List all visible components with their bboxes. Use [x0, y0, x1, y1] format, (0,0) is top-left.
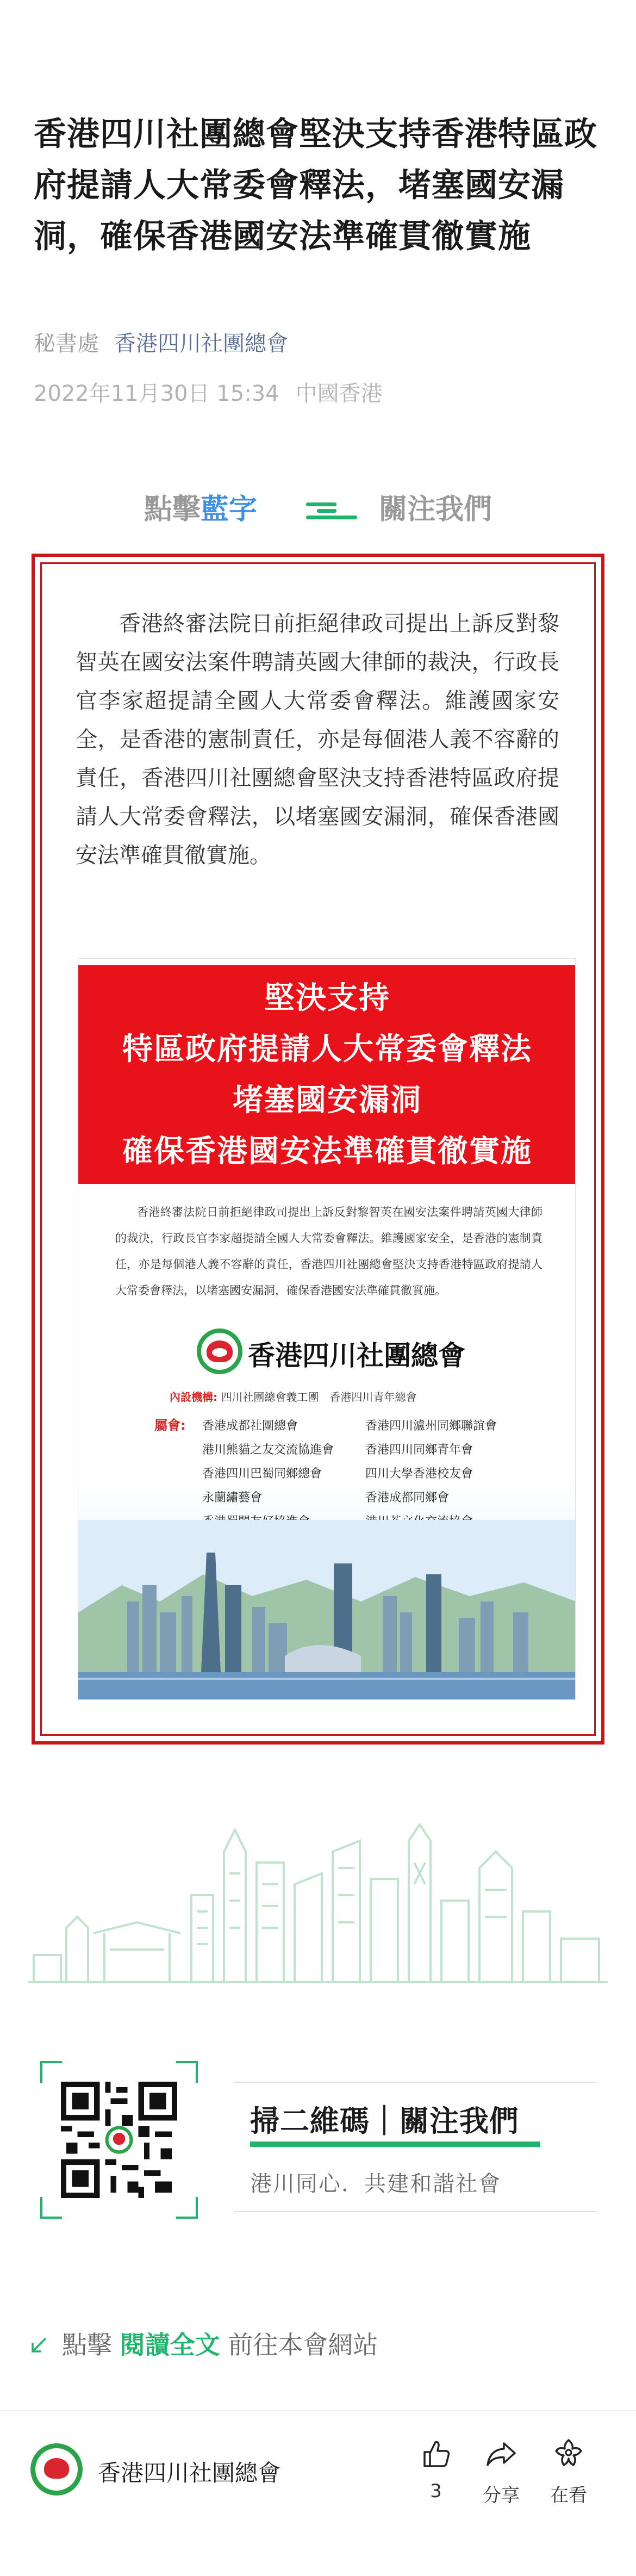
follow-us-text: 關注我們 [379, 493, 492, 526]
share-label: 分享 [483, 2485, 520, 2506]
go-to-website: 前往本會網站 [228, 2330, 378, 2360]
share-icon [484, 2437, 518, 2471]
member-item: 香港四川瀘州同鄉聯誼會 [365, 1419, 497, 1433]
member-item: 永蘭繡藝會 [202, 1491, 263, 1505]
article-frame-inner [40, 562, 596, 1736]
read-more-link[interactable] [29, 2325, 378, 2361]
internal-org [170, 1388, 416, 1404]
article-frame [32, 554, 604, 1745]
follow-banner[interactable] [0, 486, 636, 527]
qr-corner [176, 2197, 198, 2219]
share-button[interactable] [474, 2437, 528, 2507]
member-item: 港川熊貓之友交流協進會 [202, 1443, 334, 1457]
internal-value: 四川社團總會義工團 香港四川青年總會 [221, 1391, 417, 1404]
thumbs-up-icon [419, 2437, 453, 2471]
qr-corner [40, 2197, 62, 2219]
banner-line: 特區政府提請人大常委會釋法 [122, 1032, 532, 1067]
read-more-click: 點擊 [62, 2330, 112, 2360]
qr-corner [176, 2061, 198, 2083]
qr-subtitle: 港川同心．共建和諧社會 [250, 2171, 501, 2196]
wow-label: 在看 [550, 2485, 587, 2506]
qr-line-bottom [234, 2211, 597, 2212]
statement-poster[interactable] [78, 958, 576, 1700]
author-row [34, 326, 288, 357]
wow-button[interactable] [541, 2437, 596, 2507]
qr-title: 掃二維碼｜關注我們 [250, 2104, 519, 2138]
qr-code-icon [61, 2082, 177, 2198]
publish-location: 中國香港 [295, 381, 383, 406]
account-avatar[interactable] [30, 2443, 83, 2496]
publish-date: 2022年11月30日 15:34 [34, 381, 279, 406]
account-link[interactable]: 香港四川社團總會 [114, 331, 288, 356]
org-logo-icon [197, 1329, 242, 1374]
like-button[interactable] [409, 2437, 463, 2502]
qr-title-underline [250, 2142, 540, 2147]
banner-line: 確保香港國安法準確貫徹實施 [122, 1134, 532, 1169]
qr-line-top [234, 2082, 597, 2083]
intro-paragraph: 香港終審法院日前拒絕律政司提出上訴反對黎智英在國安法案件聘請英國大律師的裁決，行政長官李家超提請全國人大常委會釋法。維護國家安全，是香港的憲制責任，亦是每個港人義不容辭的責任，香港四川社團總會堅決支持香港特區政府提請人大常委會釋法，以堵塞國安漏洞，確保香港國安法準確貫徹實施。 [76, 611, 559, 868]
menu-lines-icon [306, 496, 357, 522]
banner-line: 堵塞國安漏洞 [233, 1083, 422, 1118]
bottom-account-name[interactable]: 香港四川社團總會 [98, 2460, 281, 2486]
qr-code-box[interactable] [40, 2061, 198, 2219]
member-item: 香港成都同鄉會 [365, 1491, 450, 1505]
member-item: 香港四川同鄉青年會 [365, 1443, 473, 1457]
qr-corner [40, 2061, 62, 2083]
read-full-text: 閱讀全文 [120, 2330, 220, 2360]
poster-banner [78, 965, 576, 1184]
article-title: 香港四川社團總會堅決支持香港特區政府提請人大常委會釋法，堵塞國安漏洞，確保香港國安法準確貫徹實施 [34, 115, 597, 256]
members-label: 屬會: [154, 1418, 186, 1433]
banner-line: 堅決支持 [264, 980, 390, 1016]
member-item: 香港四川巴蜀同鄉總會 [202, 1467, 322, 1481]
publish-info [34, 376, 399, 407]
follow-click: 點擊 [144, 493, 201, 526]
internal-label: 內設機構: [170, 1391, 217, 1404]
flower-icon [552, 2437, 585, 2471]
poster-body: 香港終審法院日前拒絕律政司提出上訴反對黎智英在國安法案件聘請英國大律師的裁決，行政長官李家超提請全國人大常委會釋法。維護國家安全，是香港的憲制責任，亦是每個港人義不容辭的責任，香港四川社團總會堅決支持香港特區政府提請人大常委會釋法，以堵塞國安漏洞，確保香港國安法準確貫徹實施。 [115, 1206, 543, 1297]
like-count: 3 [430, 2480, 442, 2502]
hong-kong-skyline-image [78, 1520, 576, 1699]
author-name: 秘書處 [34, 331, 99, 356]
bottom-action-bar [0, 2410, 636, 2576]
follow-blue-word: 藍字 [200, 493, 257, 526]
member-item: 香港成都社團總會 [202, 1419, 298, 1433]
arrow-down-left-icon [29, 2336, 48, 2355]
city-divider [28, 1981, 608, 1983]
member-item: 四川大學香港校友會 [365, 1467, 473, 1481]
city-skyline-illustration [28, 1819, 608, 1982]
poster-org-name: 香港四川社團總會 [248, 1340, 465, 1371]
